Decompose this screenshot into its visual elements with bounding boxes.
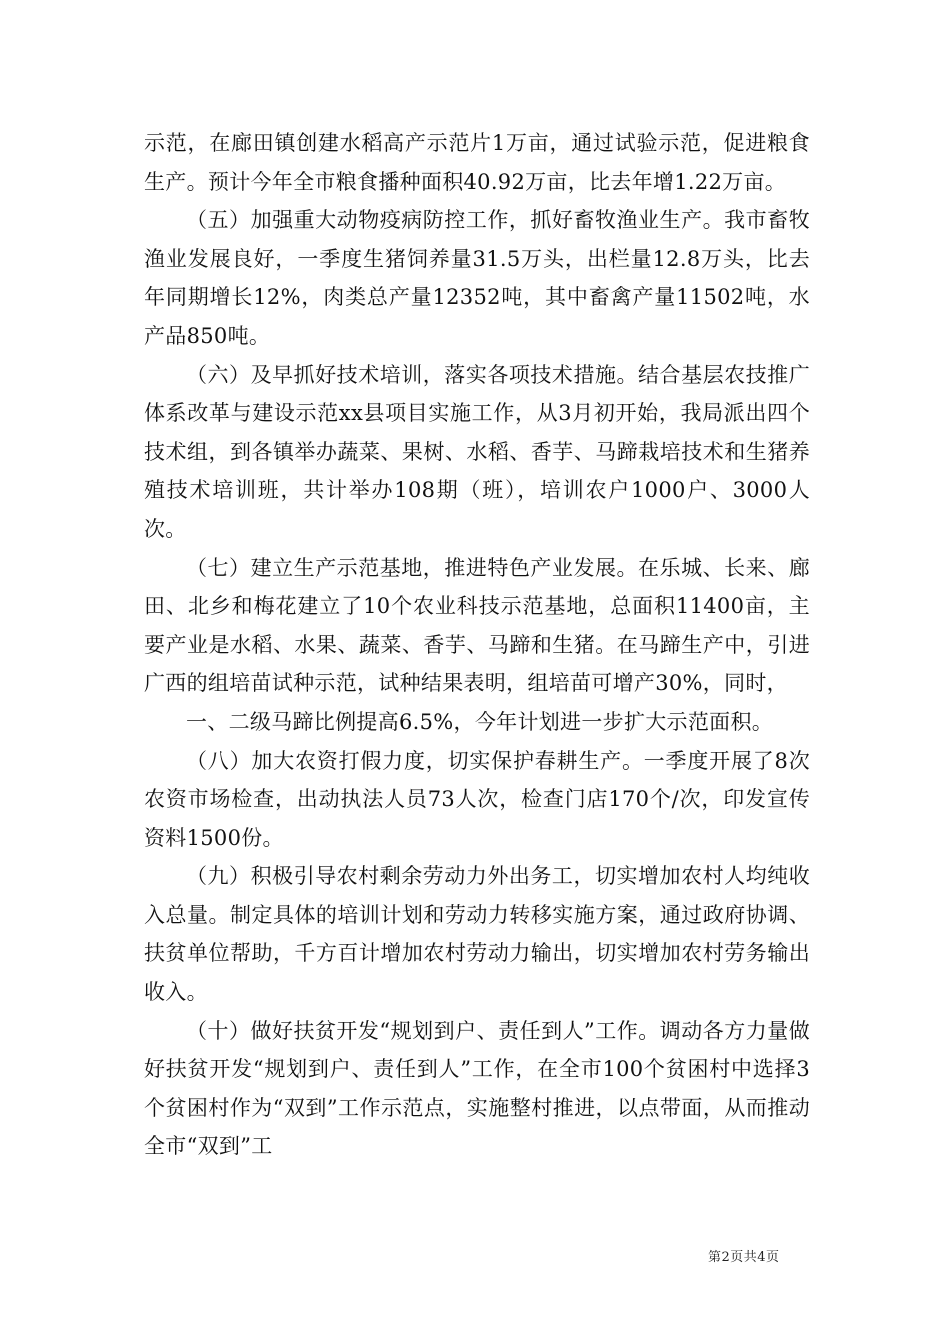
paragraph-continuation: 示范，在廊田镇创建水稻高产示范片1万亩，通过试验示范，促进粮食生产。预计今年全市粮食播种面积40.92万亩，比去年增1.22万亩。	[144, 131, 810, 194]
paragraph-section-5: （五）加强重大动物疫病防控工作，抓好畜牧渔业生产。我市畜牧渔业发展良好，一季度生猪饲养量31.5万头，出栏量12.8万头，比去年同期增长12%，肉类总产量12352吨，其中畜禽产量11502吨，水产品850吨。	[144, 208, 810, 348]
page-number-footer: 第2页共4页	[708, 1250, 780, 1265]
paragraph-section-7: （七）建立生产示范基地，推进特色产业发展。在乐城、长来、廊田、北乡和梅花建立了10个农业科技示范基地，总面积11400亩，主要产业是水稻、水果、蔬菜、香芋、马蹄和生猪。在马蹄生产中，引进广西的组培苗试种示范，试种结果表明，组培苗可增产30%，同时，	[144, 555, 810, 696]
paragraph-section-10: （十）做好扶贫开发“规划到户、责任到人”工作。调动各方力量做好扶贫开发“规划到户、责任到人”工作，在全市100个贫困村中选择3个贫困村作为“双到”工作示范点，实施整村推进，以点带面，从而推动全市“双到”工	[144, 1018, 810, 1159]
paragraph-section-8: （八）加大农资打假力度，切实保护春耕生产。一季度开展了8次农资市场检查，出动执法人员73人次，检查门店170个/次，印发宣传资料1500份。	[144, 748, 810, 850]
paragraph-section-6: （六）及早抓好技术培训，落实各项技术措施。结合基层农技推广体系改革与建设示范xx县项目实施工作，从3月初开始，我局派出四个技术组，到各镇举办蔬菜、果树、水稻、香芋、马蹄栽培技术和生猪养殖技术培训班，共计举办108期（班），培训农户1000户、3000人次。	[144, 362, 810, 541]
paragraph-water-chestnut-grade: 一、二级马蹄比例提高6.5%，今年计划进一步扩大示范面积。	[186, 709, 774, 734]
document-body	[144, 124, 810, 1166]
paragraph-section-9: （九）积极引导农村剩余劳动力外出务工，切实增加农村人均纯收入总量。制定具体的培训计划和劳动力转移实施方案，通过政府协调、扶贫单位帮助，千方百计增加农村劳动力输出，切实增加农村劳务输出收入。	[144, 864, 810, 1005]
